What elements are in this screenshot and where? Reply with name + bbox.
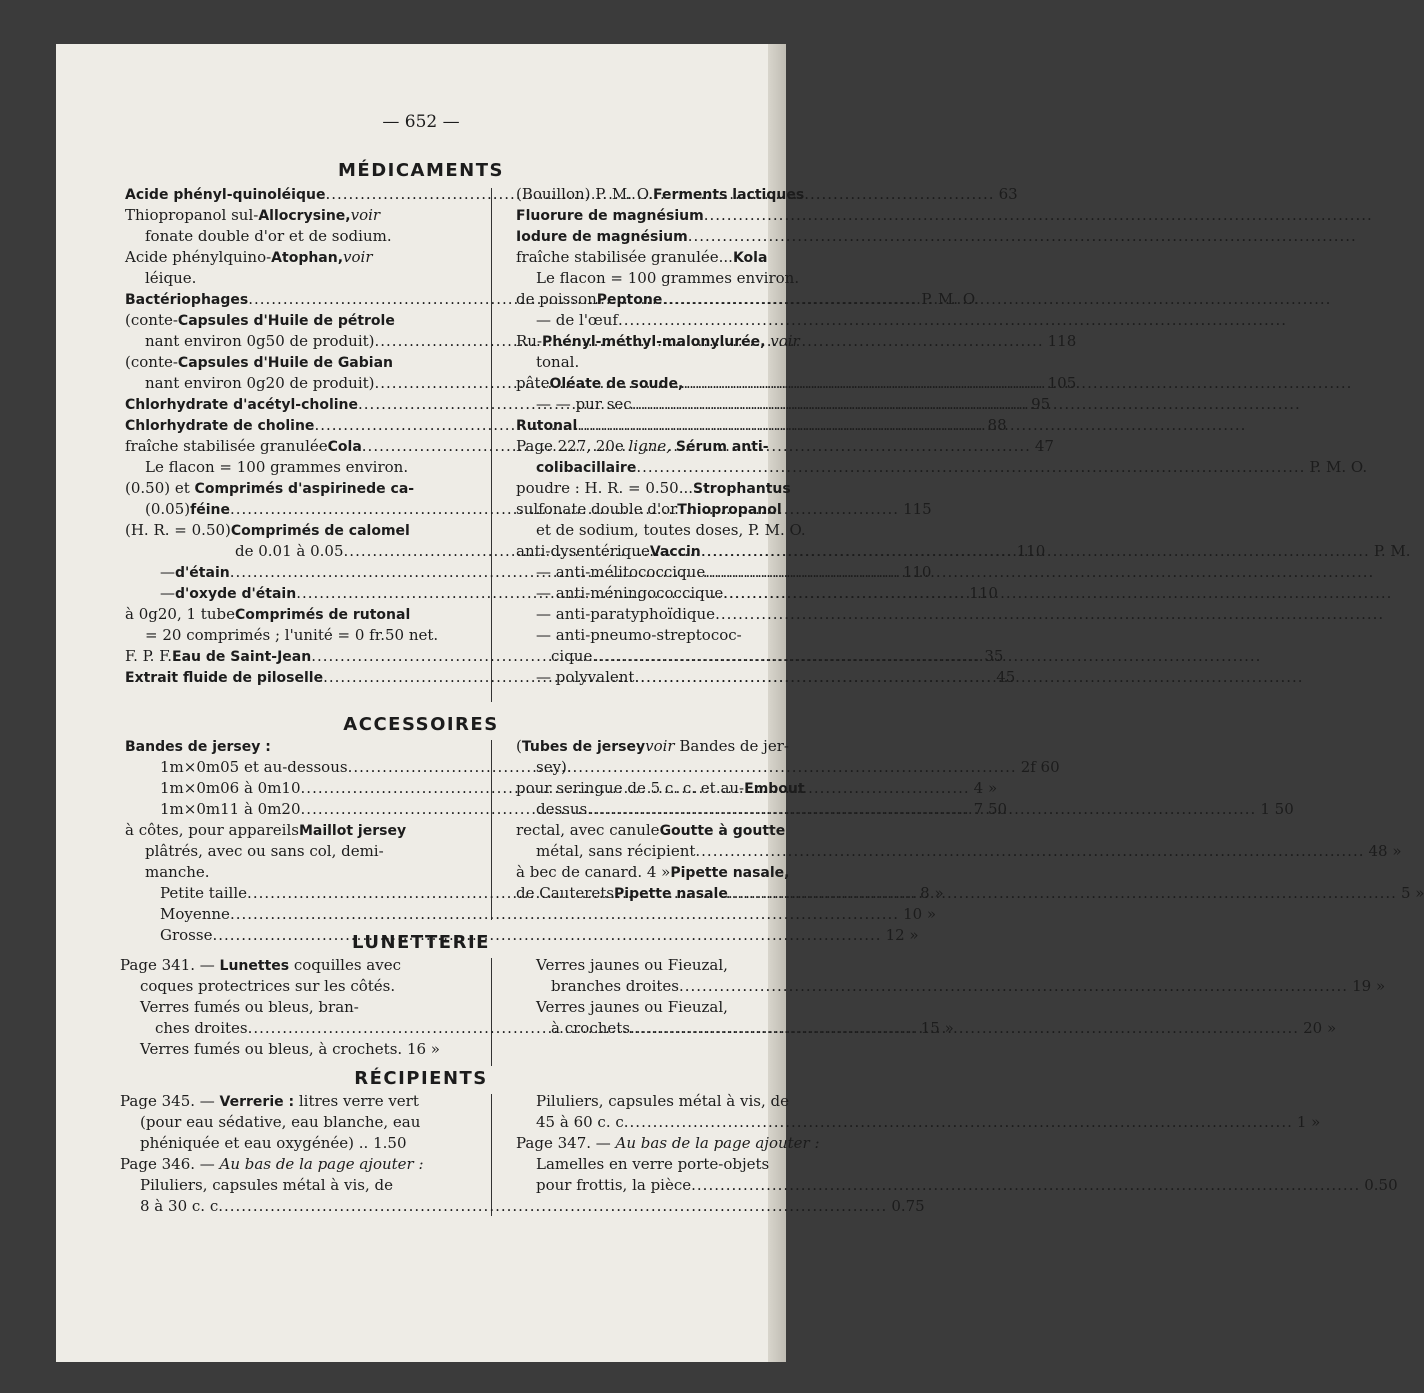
entry-italic: voir xyxy=(645,737,675,755)
entry-line xyxy=(125,625,474,646)
entry-line xyxy=(516,1091,790,1112)
entry-text: — anti-méningococcique xyxy=(536,584,724,602)
entry-term: Vaccin xyxy=(649,544,701,560)
entry-text: branches droites xyxy=(551,977,679,995)
entry-line xyxy=(516,778,805,799)
entry-text: Moyenne xyxy=(160,905,230,923)
entry-term: Bandes de jersey : xyxy=(125,739,271,755)
entry-term: Allocrysine, xyxy=(258,208,351,224)
entry-term: Verrerie : xyxy=(219,1094,295,1110)
entry-line xyxy=(516,1175,1398,1196)
entry-term: Capsules d'Huile de Gabian xyxy=(177,355,393,371)
section-title-recipients: RÉCIPIENTS xyxy=(354,1068,488,1089)
entry-text: (0.50) et xyxy=(125,479,195,497)
recipients-right-column xyxy=(516,1091,1398,1196)
entry-text: Petite taille xyxy=(160,884,248,902)
entry-text: Page 227, 20e xyxy=(516,437,629,455)
entry-price: P. M. O. xyxy=(921,290,979,308)
entry-term: féine xyxy=(190,502,230,518)
entry-line xyxy=(516,604,786,625)
entry-text: tonal. xyxy=(536,353,580,371)
entry-text: (conte- xyxy=(125,353,178,371)
entry-term: Embout xyxy=(744,781,805,797)
entry-text: 8 à 30 c. c xyxy=(140,1197,219,1215)
entry-price: 20 » xyxy=(1303,1019,1337,1037)
entry-line xyxy=(516,352,786,373)
entry-text: (conte- xyxy=(125,311,178,329)
entry-line xyxy=(516,976,1386,997)
entry-term: Comprimés d'aspirine xyxy=(194,481,367,497)
entry-text: anti-dysentérique xyxy=(516,542,650,560)
entry-line xyxy=(516,646,786,667)
entry-line xyxy=(120,1112,474,1133)
entry-text: à crochets xyxy=(551,1019,630,1037)
entry-text: à côtes, pour appareils xyxy=(125,821,299,839)
entry-line xyxy=(516,997,786,1018)
entry-text: = 20 comprimés ; l'unité = 0 fr.50 net. xyxy=(145,626,439,644)
entry-text: fraîche stabilisée granulée xyxy=(125,437,328,455)
entry-italic: voir xyxy=(343,248,373,266)
column-divider xyxy=(491,958,492,1066)
entry-text: fraîche stabilisée granulée... xyxy=(516,248,733,266)
entry-text: rectal, avec canule xyxy=(516,821,660,839)
entry-line xyxy=(120,976,474,997)
entry-term: Lunettes xyxy=(219,958,290,974)
section-title-medicaments: MÉDICAMENTS xyxy=(337,160,504,181)
dot-leader xyxy=(728,883,1397,904)
entry-line xyxy=(516,667,786,688)
entry-text: 45 à 60 c. c xyxy=(536,1113,624,1131)
entry-text: Acide phénylquino- xyxy=(125,248,272,266)
entry-price: 1 50 xyxy=(1260,800,1294,818)
entry-line xyxy=(125,820,474,841)
dot-leader xyxy=(587,799,1256,820)
entry-text: 1m×0m11 à 0m20 xyxy=(160,800,301,818)
entry-line xyxy=(516,583,786,604)
entry-term: Bactériophages xyxy=(125,292,249,308)
entry-price: 4 » xyxy=(973,779,998,797)
entry-term: Pipette nasale xyxy=(614,886,728,902)
entry-text: sulfonate double d'or xyxy=(516,500,678,518)
entry-price: 1 » xyxy=(1296,1113,1321,1131)
dot-leader xyxy=(715,604,1384,625)
entry-line xyxy=(516,184,805,205)
entry-line xyxy=(120,1039,474,1060)
entry-line xyxy=(516,862,790,883)
dot-leader xyxy=(218,1196,887,1217)
dot-leader xyxy=(624,1112,1293,1133)
entry-line xyxy=(516,289,786,310)
entry-text: Lamelles en verre porte-objets xyxy=(536,1155,770,1173)
entry-term: Pipette nasale, xyxy=(670,865,790,881)
entry-text: nant environ 0g20 de produit) xyxy=(145,374,375,392)
entry-term: Eau de Saint-Jean xyxy=(172,649,312,665)
entry-text: Le flacon = 100 grammes environ. xyxy=(145,458,409,476)
entry-text: sey). xyxy=(536,758,572,776)
entry-price: P. M. xyxy=(1373,542,1411,560)
entry-text: 1m×0m05 et au-dessous xyxy=(160,758,348,776)
entry-italic: ligne, xyxy=(628,437,672,455)
entry-term: Ferments lactiques xyxy=(652,187,805,203)
entry-text: Page 345. — xyxy=(120,1092,220,1110)
entry-price: 110 xyxy=(1016,542,1046,560)
entry-price: P. M. O. xyxy=(1309,458,1368,476)
entry-price: 5 » xyxy=(1400,884,1424,902)
section-title-accessoires: ACCESSOIRES xyxy=(343,714,499,735)
entry-price: 110 xyxy=(902,563,932,581)
dot-leader xyxy=(683,373,1352,394)
entry-text: coques protectrices sur les côtés. xyxy=(140,977,396,995)
entry-term: Comprimés de rutonal xyxy=(234,607,411,623)
entry-text: plâtrés, avec ou sans col, demi- xyxy=(145,842,384,860)
entry-text: léique. xyxy=(145,269,197,287)
entry-text: manche. xyxy=(145,863,210,881)
entry-term: colibacillaire xyxy=(536,460,637,476)
entry-line xyxy=(516,436,786,457)
entry-term: Chlorhydrate de choline xyxy=(125,418,315,434)
entry-line xyxy=(125,226,474,247)
entry-line xyxy=(120,1091,474,1112)
entry-text: — anti-paratyphoïdique xyxy=(536,605,716,623)
entry-line xyxy=(516,625,786,646)
entry-price: 7 50 xyxy=(973,800,1008,818)
entry-italic: voir xyxy=(350,206,381,224)
dot-leader xyxy=(705,562,1374,583)
entry-italic: voir xyxy=(765,332,800,350)
entry-text: Page 346. — xyxy=(120,1155,220,1173)
entry-text: pâte xyxy=(516,374,550,392)
entry-term: Extrait fluide de piloselle xyxy=(125,670,324,686)
entry-text: — xyxy=(160,584,175,602)
entry-price: 110 xyxy=(969,584,998,602)
entry-text: ( xyxy=(516,737,522,755)
entry-text: Page 347. — xyxy=(516,1134,616,1152)
entry-term: Tubes de jersey xyxy=(521,739,646,755)
entry-term: Maillot jersey xyxy=(298,823,407,839)
entry-line xyxy=(120,1154,474,1175)
entry-text: Thiopropanol sul- xyxy=(125,206,259,224)
entry-price: 0.75 xyxy=(891,1197,925,1215)
entry-text: 1m×0m06 à 0m10 xyxy=(160,779,301,797)
entry-text: de Cauterets xyxy=(516,884,615,902)
entry-line xyxy=(516,478,791,499)
entry-line xyxy=(125,247,474,268)
entry-text: à 0g20, 1 tube xyxy=(125,605,235,623)
entry-line xyxy=(125,862,474,883)
entry-price: 105 xyxy=(1047,374,1077,392)
entry-term: Cola xyxy=(327,439,362,455)
entry-line xyxy=(125,736,474,757)
entry-price: 15 » xyxy=(920,1019,954,1037)
dot-leader xyxy=(592,646,1261,667)
entry-line xyxy=(516,562,786,583)
entry-term: Thiopropanol xyxy=(677,502,782,518)
entry-price: 19 » xyxy=(1352,977,1386,995)
dot-leader xyxy=(662,289,1331,310)
entry-line xyxy=(516,757,786,778)
entry-text: Verres jaunes ou Fieuzal, xyxy=(536,998,728,1016)
entry-price: 48 » xyxy=(1368,842,1402,860)
dot-leader xyxy=(618,310,1287,331)
entry-line xyxy=(516,457,1368,478)
entry-line xyxy=(516,736,789,757)
entry-text: Ru- xyxy=(516,332,543,350)
entry-text: et de sodium, toutes doses, P. M. O. xyxy=(536,521,806,539)
entry-text: (pour eau sédative, eau blanche, eau xyxy=(140,1113,421,1131)
dot-leader xyxy=(695,841,1364,862)
entry-text: Grosse xyxy=(160,926,213,944)
entry-line xyxy=(516,1133,820,1154)
entry-term: de ca- xyxy=(366,481,415,497)
entry-line xyxy=(125,520,474,541)
entry-term: d'oxyde d'étain xyxy=(175,586,297,602)
entry-line xyxy=(516,373,786,394)
entry-text: (H. R. = 0.50) xyxy=(125,521,231,539)
dot-leader xyxy=(691,1175,1360,1196)
entry-line xyxy=(125,310,474,331)
entry-text: fonate double d'or et de sodium. xyxy=(145,227,392,245)
entry-price: 115 xyxy=(903,500,932,518)
entry-line xyxy=(516,205,786,226)
entry-text: F. P. F. xyxy=(125,647,173,665)
entry-price: 118 xyxy=(1047,332,1077,350)
entry-line xyxy=(125,457,474,478)
entry-term: Comprimés de calomel xyxy=(230,523,410,539)
entry-term: Phényl-méthyl-malonylurée, xyxy=(542,334,766,350)
entry-text: Verres fumés ou bleus, bran- xyxy=(140,998,359,1016)
entry-text: Page 341. — xyxy=(120,956,220,974)
entry-line xyxy=(516,226,786,247)
entry-term: Atophan, xyxy=(271,250,344,266)
entry-term: Peptone xyxy=(596,292,663,308)
entry-line xyxy=(125,841,474,862)
entry-term: Capsules d'Huile de pétrole xyxy=(177,313,395,329)
entry-line xyxy=(125,205,474,226)
entry-price: 8 » xyxy=(920,884,944,902)
entry-text: — anti-pneumo-streptococ- xyxy=(536,626,742,644)
entry-line xyxy=(516,1112,1321,1133)
entry-line xyxy=(120,1133,474,1154)
entry-line xyxy=(120,1196,925,1217)
entry-price: 63 xyxy=(998,185,1018,203)
entry-term: Acide phényl-quinoléique xyxy=(125,187,326,203)
entry-text: pour seringue de 5 c. c. et au- xyxy=(516,779,745,797)
document-page xyxy=(56,44,1424,1362)
dot-leader xyxy=(230,904,899,925)
entry-term: Iodure de magnésium xyxy=(516,229,688,245)
entry-text: (0.05) xyxy=(145,500,191,518)
entry-price: 0.50 xyxy=(1364,1176,1398,1194)
entry-line xyxy=(120,997,474,1018)
entry-text: phéniquée et eau oxygénée) .. 1.50 xyxy=(140,1134,407,1152)
entry-italic: Au bas de la page ajouter : xyxy=(615,1134,820,1152)
entry-text: dessus xyxy=(536,800,588,818)
entry-line xyxy=(516,1154,786,1175)
entry-line xyxy=(125,268,474,289)
entry-line xyxy=(516,415,786,436)
entry-line xyxy=(516,394,786,415)
dot-leader xyxy=(577,415,1246,436)
dot-leader xyxy=(704,205,1373,226)
dot-leader xyxy=(630,1018,1299,1039)
entry-text: coquilles avec xyxy=(289,956,402,974)
entry-line xyxy=(516,820,786,841)
entry-line xyxy=(120,1175,474,1196)
entry-text: Le flacon = 100 grammes environ. xyxy=(536,269,800,287)
entry-text: Piluliers, capsules métal à vis, de xyxy=(140,1176,394,1194)
entry-term: Sérum anti- xyxy=(671,439,769,455)
entry-price: 47 xyxy=(1034,437,1054,455)
entry-price: 10 » xyxy=(903,905,937,923)
entry-text: — polyvalent xyxy=(536,668,635,686)
entry-text: à bec de canard. 4 » xyxy=(516,863,671,881)
entry-line xyxy=(125,604,474,625)
entry-term: d'étain xyxy=(175,565,230,581)
entry-line xyxy=(516,310,786,331)
entry-line xyxy=(516,247,786,268)
entry-text: — xyxy=(160,563,175,581)
dot-leader xyxy=(679,976,1348,997)
entry-line xyxy=(516,883,1424,904)
entry-price: 2f 60 xyxy=(1020,758,1060,776)
entry-text: de 0.01 à 0.05 xyxy=(235,542,344,560)
entry-line xyxy=(516,499,786,520)
entry-line xyxy=(516,841,1402,862)
entry-line xyxy=(516,520,806,541)
entry-italic: Au bas de la page ajouter : xyxy=(219,1155,424,1173)
dot-leader xyxy=(632,394,1301,415)
entry-text: ches droites xyxy=(155,1019,248,1037)
entry-line xyxy=(120,955,474,976)
entry-price: 45 xyxy=(996,668,1016,686)
entry-price: 12 » xyxy=(885,926,919,944)
dot-leader xyxy=(688,226,1357,247)
entry-price: 88 xyxy=(987,416,1007,434)
entry-price: 35 xyxy=(984,647,1004,665)
entry-text: (Bouillon) P. M. O. xyxy=(516,185,653,203)
entry-term: Fluorure de magnésium xyxy=(516,208,704,224)
entry-term: Strophantus xyxy=(693,481,791,497)
entry-text: Piluliers, capsules métal à vis, de xyxy=(536,1092,790,1110)
entry-line xyxy=(516,331,800,352)
entry-text: Verres jaunes ou Fieuzal, xyxy=(536,956,728,974)
entry-term: Goutte à goutte xyxy=(659,823,786,839)
entry-line xyxy=(125,352,474,373)
entry-text: — anti-mélitococcique xyxy=(536,563,706,581)
entry-text: pour frottis, la pièce xyxy=(536,1176,692,1194)
dot-leader xyxy=(701,541,1370,562)
entry-price: 95 xyxy=(1031,395,1051,413)
entry-text: — de l'œuf xyxy=(536,311,618,329)
entry-line xyxy=(516,268,800,289)
entry-text: litres verre vert xyxy=(294,1092,419,1110)
entry-line xyxy=(125,904,937,925)
entry-text: Bandes de jer- xyxy=(674,737,789,755)
entry-text: poudre : H. R. = 0.50... xyxy=(516,479,694,497)
entry-term: Oléate de soude, xyxy=(549,376,684,392)
dot-leader xyxy=(634,667,1303,688)
entry-text: Verres fumés ou bleus, à crochets. 16 » xyxy=(140,1040,440,1058)
entry-text: — — pur sec xyxy=(536,395,632,413)
entry-text: métal, sans récipient xyxy=(536,842,696,860)
page-number: — 652 — xyxy=(382,112,460,132)
entry-line xyxy=(125,478,474,499)
entry-term: Kola xyxy=(732,250,768,266)
dot-leader xyxy=(723,583,1392,604)
entry-text: de poisson xyxy=(516,290,597,308)
dot-leader xyxy=(636,457,1305,478)
entry-term: Chlorhydrate d'acétyl-choline xyxy=(125,397,359,413)
entry-text: cique xyxy=(551,647,593,665)
section-title-lunetterie: LUNETTERIE xyxy=(352,932,490,953)
entry-text: nant environ 0g50 de produit) xyxy=(145,332,375,350)
entry-line xyxy=(516,955,786,976)
entry-term: Rutonal xyxy=(516,418,578,434)
